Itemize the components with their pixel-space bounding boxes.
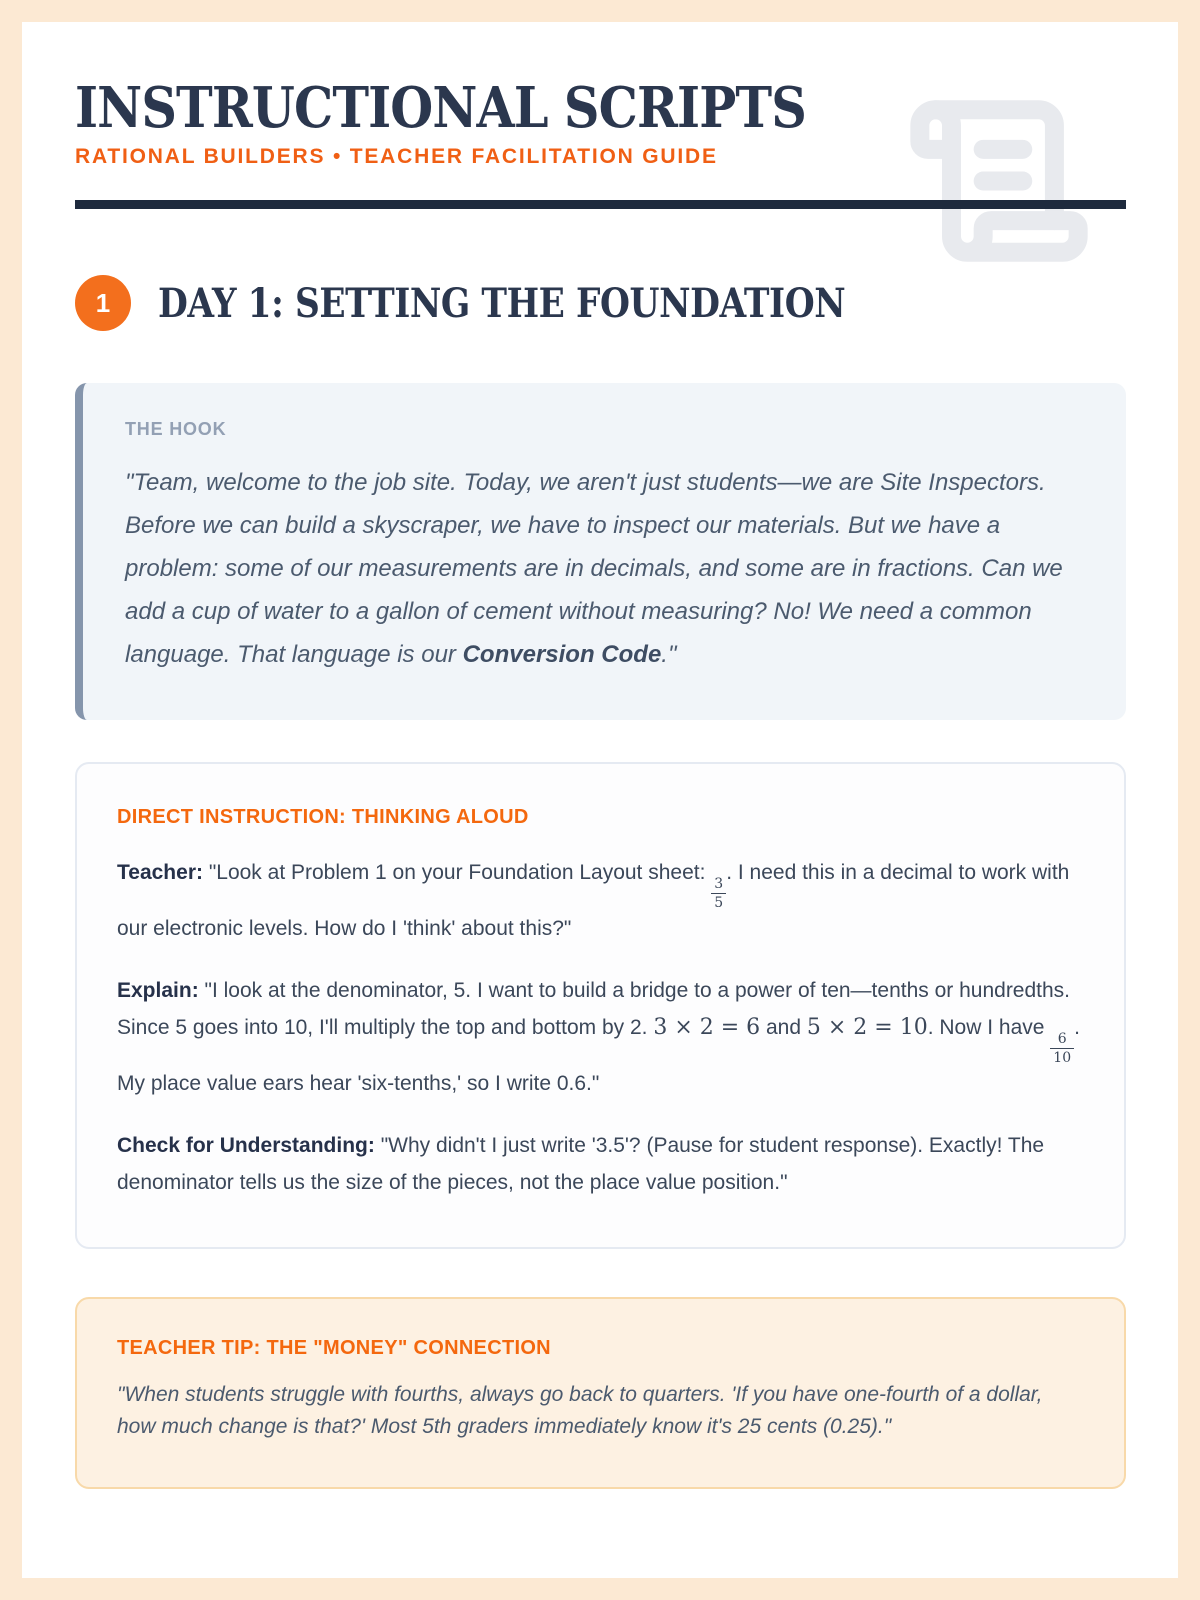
section-title: DAY 1: SETTING THE FOUNDATION [158, 279, 846, 327]
header-divider [75, 200, 1126, 209]
hook-callout [75, 383, 1126, 720]
explain-text-2: and [760, 1016, 807, 1039]
explain-paragraph [117, 972, 1084, 1102]
hook-quote-text: "Team, welcome to the job site. Today, we aren't just students—we are Site Inspectors. Before we can build a skyscraper, we have to inspect our materials. But we have a problem: some of our measurements are in decimals, and some are in fractions. Can we add a cup of water to a gallon of cement without measuring? No! We need a common language. That language is our [125, 469, 1063, 668]
fraction-denominator: 5 [711, 893, 726, 910]
teacher-tip-label: TEACHER TIP: THE "MONEY" CONNECTION [117, 1337, 551, 1359]
equation-5x2: 5 × 2 = 10 [806, 1015, 928, 1040]
fraction-numerator: 6 [1057, 1031, 1067, 1047]
explain-text-4: . My place value ears hear 'six-tenths,' so I write 0.6." [117, 1016, 1080, 1095]
document-page [22, 22, 1178, 1578]
direct-instruction-card [75, 762, 1126, 1249]
check-lead: Check for Understanding: [117, 1134, 375, 1157]
teacher-tip-callout [75, 1297, 1126, 1489]
fraction-denominator: 10 [1050, 1048, 1074, 1065]
teacher-tip-text: "When students struggle with fourths, always go back to quarters. 'If you have one-fourth of a dollar, how much change is that?' Most 5th graders immediately know it's 25 cents (0.25)." [117, 1383, 1043, 1438]
teacher-lead: Teacher: [117, 861, 203, 884]
section-heading [75, 275, 1126, 331]
hook-quote-bold: Conversion Code [462, 641, 662, 668]
fraction-three-fifths [711, 877, 726, 910]
page-title: INSTRUCTIONAL SCRIPTS [75, 75, 806, 141]
explain-text-3: . Now I have [927, 1016, 1051, 1039]
explain-lead: Explain: [117, 979, 199, 1002]
hook-quote-end: ." [661, 641, 677, 668]
teacher-text-1: "Look at Problem 1 on your Foundation Layout sheet: [202, 861, 712, 884]
check-text: "Why didn't I just write '3.5'? (Pause for student response). Exactly! The denominator tells us the size of the pieces, not the place value position." [117, 1134, 1045, 1194]
document-header [75, 75, 1126, 169]
equation-3x2: 3 × 2 = 6 [653, 1015, 761, 1040]
section-number-badge: 1 [75, 275, 131, 331]
fraction-numerator: 3 [714, 876, 724, 892]
explain-text-1: "I look at the denominator, 5. I want to build a bridge to a power of ten—tenths or hundredths. Since 5 goes into 10, I'll multiply the top and bottom by 2. [117, 979, 1071, 1039]
teacher-paragraph [117, 854, 1084, 947]
hook-quote [125, 461, 1082, 676]
fraction-six-tenths [1050, 1032, 1074, 1065]
direct-instruction-label: DIRECT INSTRUCTION: THINKING ALOUD [117, 806, 529, 828]
page-subtitle: RATIONAL BUILDERS • TEACHER FACILITATION GUIDE [75, 145, 718, 168]
check-paragraph [117, 1127, 1084, 1201]
teacher-text-2: . I need this in a decimal to work with our electronic levels. How do I 'think' about this?" [117, 861, 1070, 940]
hook-label: THE HOOK [125, 419, 227, 439]
